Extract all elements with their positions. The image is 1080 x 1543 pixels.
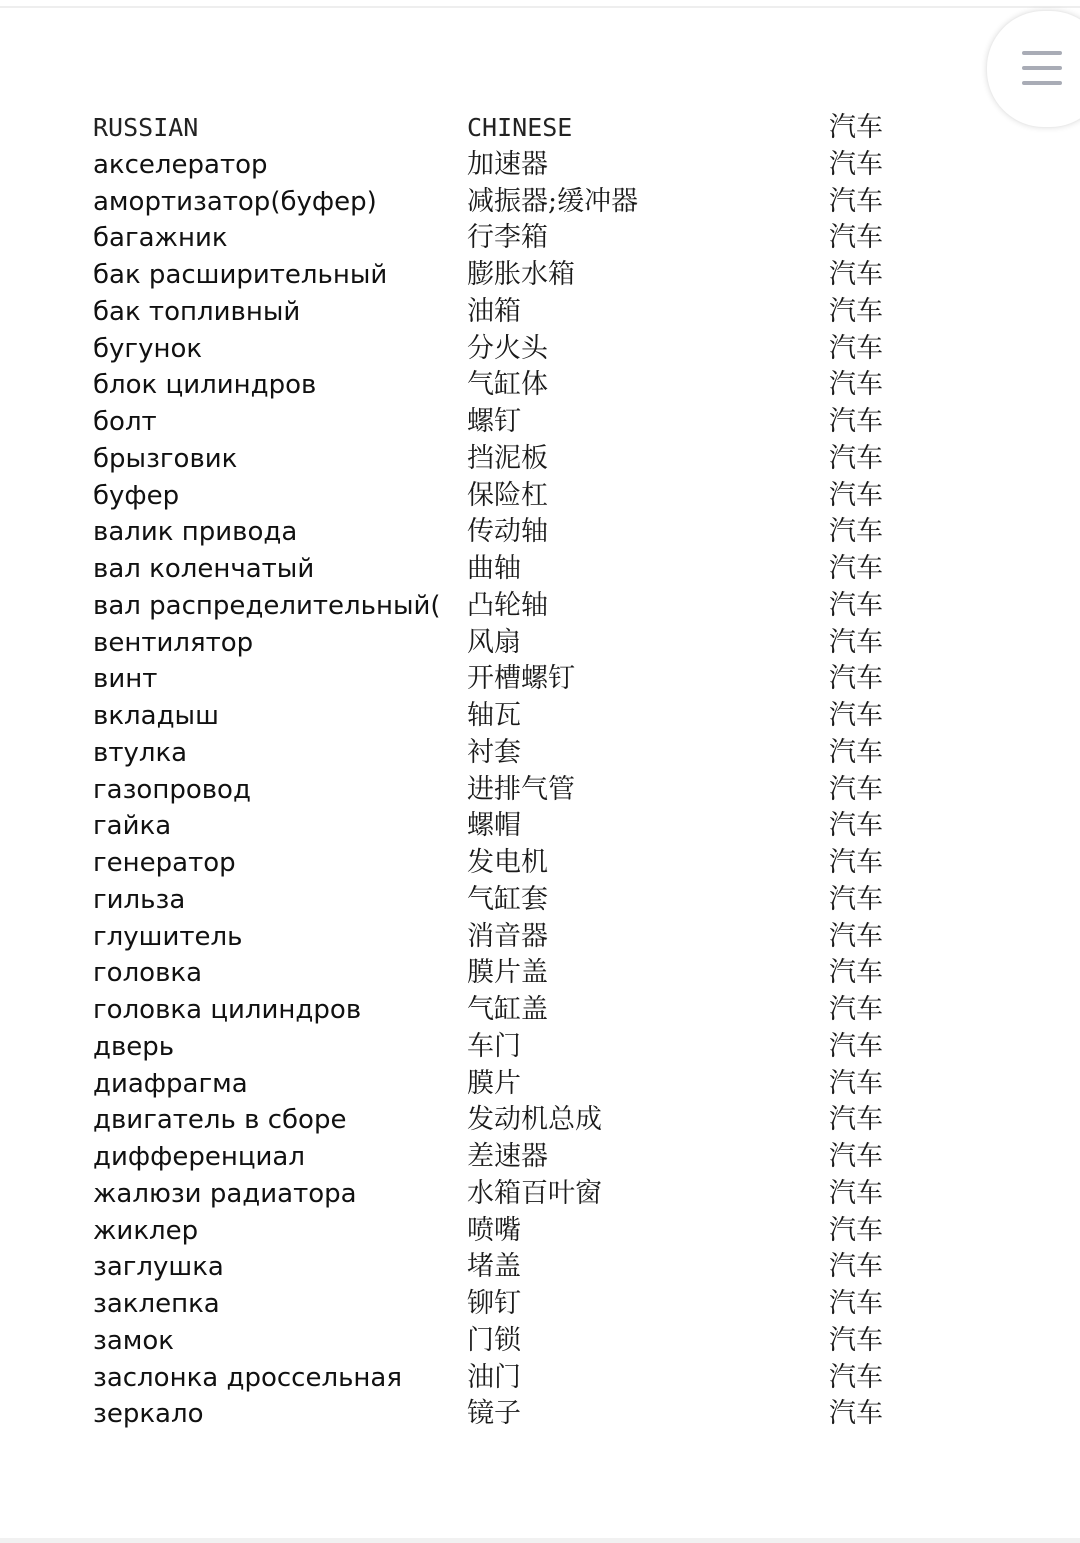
table-row — [93, 1139, 973, 1176]
chinese-term: 发动机总成 — [467, 1104, 602, 1136]
category-label: 汽车 — [829, 516, 883, 548]
category-label: 汽车 — [829, 222, 883, 254]
chinese-term: 进排气管 — [467, 773, 575, 805]
chinese-term: 水箱百叶窗 — [467, 1177, 602, 1209]
russian-term: гайка — [93, 811, 172, 842]
table-row — [93, 882, 973, 919]
chinese-term: 膜片盖 — [467, 957, 548, 989]
chinese-term: 开槽螺钉 — [467, 663, 575, 695]
russian-term: бак топливный — [93, 296, 301, 327]
russian-term: болт — [93, 407, 157, 437]
russian-term: жалюзи радиатора — [93, 1178, 357, 1209]
russian-term: жиклер — [93, 1215, 199, 1246]
chinese-term: 铆钉 — [467, 1288, 521, 1319]
category-label: 汽车 — [829, 1030, 883, 1062]
category-label: 汽车 — [829, 773, 883, 805]
category-label: 汽车 — [829, 148, 883, 180]
category-label: 汽车 — [829, 626, 883, 658]
category-label: 汽车 — [829, 1141, 883, 1172]
category-label: 汽车 — [829, 259, 883, 290]
russian-term: дифференциал — [93, 1142, 305, 1172]
table-row — [93, 1029, 973, 1066]
table-row — [93, 367, 973, 404]
russian-term: брызговик — [93, 443, 238, 474]
table-row — [93, 588, 973, 625]
table-row — [93, 441, 973, 478]
russian-term: заглушка — [93, 1252, 224, 1283]
table-row — [93, 1360, 973, 1397]
table-row — [93, 698, 973, 735]
chinese-term: 螺钉 — [467, 406, 521, 437]
table-row — [93, 992, 973, 1029]
category-label: 汽车 — [829, 1177, 883, 1209]
table-row — [93, 184, 973, 221]
hamburger-menu-icon-bar — [1022, 66, 1062, 70]
russian-term: диафрагма — [93, 1068, 248, 1099]
chinese-term: 消音器 — [467, 920, 548, 952]
russian-term: винт — [93, 664, 158, 695]
russian-term: втулка — [93, 737, 188, 768]
russian-term: вентилятор — [93, 627, 254, 658]
chinese-term: 分火头 — [467, 332, 548, 364]
russian-term: валик привода — [93, 517, 298, 548]
chinese-term: 膨胀水箱 — [467, 259, 575, 290]
category-label: 汽车 — [829, 1251, 883, 1283]
russian-term: гильза — [93, 884, 186, 915]
russian-term: генератор — [93, 848, 236, 878]
category-label: 汽车 — [829, 847, 883, 878]
category-label: 汽车 — [829, 1214, 883, 1246]
category-label: 汽车 — [829, 957, 883, 989]
chinese-term: 凸轮轴 — [467, 589, 548, 621]
table-header — [93, 110, 973, 147]
table-row — [93, 1249, 973, 1286]
category-label: 汽车 — [829, 295, 883, 327]
chinese-term: 保险杠 — [467, 479, 548, 511]
chinese-term: 油门 — [467, 1361, 521, 1393]
hamburger-menu-icon — [1022, 51, 1062, 55]
chinese-term: 车门 — [467, 1030, 521, 1062]
bottom-divider — [0, 1538, 1080, 1543]
russian-term: бугунок — [93, 333, 203, 364]
table-row — [93, 625, 973, 662]
table-row — [93, 220, 973, 257]
column-header-category: 汽车 — [829, 112, 883, 143]
table-row — [93, 478, 973, 515]
category-label: 汽车 — [829, 1361, 883, 1393]
chinese-term: 膜片 — [467, 1067, 521, 1099]
chinese-term: 发电机 — [467, 847, 548, 878]
russian-term: буфер — [93, 480, 180, 511]
russian-term: головка — [93, 958, 203, 989]
vocabulary-table — [93, 110, 973, 1433]
chinese-term: 挡泥板 — [467, 442, 548, 474]
table-row — [93, 772, 973, 809]
russian-term: заклепка — [93, 1289, 220, 1319]
category-label: 汽车 — [829, 700, 883, 731]
russian-term: амортизатор(буфер) — [93, 186, 377, 217]
category-label: 汽车 — [829, 185, 883, 217]
russian-term: зеркало — [93, 1399, 204, 1430]
category-label: 汽车 — [829, 369, 883, 401]
chinese-term: 减振器;缓冲器 — [467, 185, 639, 217]
russian-term: вал коленчатый — [93, 554, 315, 584]
russian-term: дверь — [93, 1031, 175, 1062]
russian-term: вкладыш — [93, 701, 219, 731]
category-label: 汽车 — [829, 406, 883, 437]
column-header-chinese: CHINESE — [467, 113, 573, 142]
menu-button[interactable] — [986, 10, 1080, 128]
russian-term: двигатель в сборе — [93, 1105, 347, 1136]
russian-term: газопровод — [93, 774, 251, 805]
table-row — [93, 1176, 973, 1213]
russian-term: блок цилиндров — [93, 370, 317, 401]
category-label: 汽车 — [829, 1398, 883, 1430]
table-row — [93, 404, 973, 441]
russian-term: заслонка дроссельная — [93, 1362, 402, 1393]
table-row — [93, 1323, 973, 1360]
category-label: 汽车 — [829, 1288, 883, 1319]
chinese-term: 喷嘴 — [467, 1214, 521, 1246]
chinese-term: 镜子 — [467, 1398, 521, 1430]
russian-term: головка цилиндров — [93, 995, 362, 1025]
top-divider — [0, 6, 1080, 8]
category-label: 汽车 — [829, 994, 883, 1025]
russian-term: глушитель — [93, 921, 243, 952]
chinese-term: 堵盖 — [467, 1251, 521, 1283]
category-label: 汽车 — [829, 1324, 883, 1356]
table-row — [93, 1396, 973, 1433]
chinese-term: 螺帽 — [467, 810, 521, 842]
table-row — [93, 514, 973, 551]
table-row — [93, 331, 973, 368]
category-label: 汽车 — [829, 736, 883, 768]
chinese-term: 风扇 — [467, 626, 521, 658]
table-row — [93, 919, 973, 956]
category-label: 汽车 — [829, 553, 883, 584]
table-row — [93, 294, 973, 331]
category-label: 汽车 — [829, 883, 883, 915]
chinese-term: 差速器 — [467, 1141, 548, 1172]
category-label: 汽车 — [829, 1104, 883, 1136]
table-row — [93, 661, 973, 698]
chinese-term: 传动轴 — [467, 516, 548, 548]
hamburger-menu-icon-bar — [1022, 81, 1062, 85]
category-label: 汽车 — [829, 810, 883, 842]
chinese-term: 油箱 — [467, 295, 521, 327]
chinese-term: 轴瓦 — [467, 700, 521, 731]
table-row — [93, 1213, 973, 1250]
chinese-term: 气缸体 — [467, 369, 548, 401]
table-row — [93, 1066, 973, 1103]
russian-term: вал распределительный( — [93, 590, 441, 621]
chinese-term: 气缸套 — [467, 883, 548, 915]
chinese-term: 衬套 — [467, 736, 521, 768]
category-label: 汽车 — [829, 589, 883, 621]
russian-term: замок — [93, 1325, 174, 1356]
table-row — [93, 808, 973, 845]
russian-term: бак расширительный — [93, 260, 388, 290]
chinese-term: 门锁 — [467, 1324, 521, 1356]
table-row — [93, 147, 973, 184]
category-label: 汽车 — [829, 442, 883, 474]
category-label: 汽车 — [829, 920, 883, 952]
table-row — [93, 735, 973, 772]
table-row — [93, 955, 973, 992]
chinese-term: 曲轴 — [467, 553, 521, 584]
table-row — [93, 1286, 973, 1323]
chinese-term: 行李箱 — [467, 222, 548, 254]
chinese-term: 气缸盖 — [467, 994, 548, 1025]
category-label: 汽车 — [829, 332, 883, 364]
russian-term: багажник — [93, 223, 228, 254]
table-row — [93, 551, 973, 588]
column-header-russian: RUSSIAN — [93, 113, 199, 142]
category-label: 汽车 — [829, 479, 883, 511]
table-body — [93, 147, 973, 1433]
category-label: 汽车 — [829, 663, 883, 695]
russian-term: акселератор — [93, 149, 268, 180]
chinese-term: 加速器 — [467, 148, 548, 180]
table-row — [93, 257, 973, 294]
category-label: 汽车 — [829, 1067, 883, 1099]
table-row — [93, 1102, 973, 1139]
table-row — [93, 845, 973, 882]
